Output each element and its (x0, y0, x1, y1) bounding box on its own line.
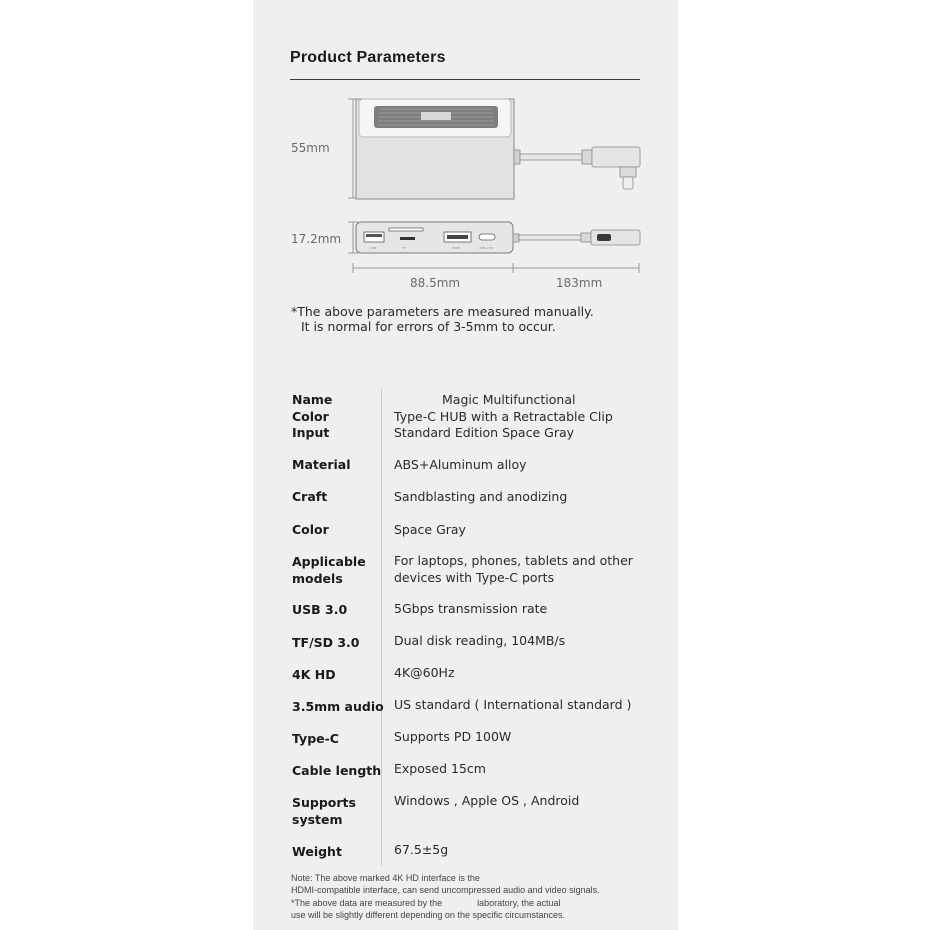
dim-height-front: 55mm (291, 141, 330, 155)
spec-value-typec: Supports PD 100W (394, 729, 512, 744)
spec-label-color: Color (292, 522, 329, 537)
spec-label-tfsd: TF/SD 3.0 (292, 635, 360, 650)
spec-label-4k: 4K HD (292, 667, 336, 682)
spec-label-system: Supports system (292, 795, 356, 827)
spec-label-usb: USB 3.0 (292, 602, 348, 617)
dim-cable-length: 183mm (556, 276, 603, 290)
measure-note-line1: *The above parameters are measured manually. (291, 304, 594, 319)
dim-height-side: 17.2mm (291, 232, 342, 246)
hub-side-view (356, 222, 640, 253)
spec-label-audio: 3.5mm audio (292, 699, 384, 714)
product-parameters-panel (253, 0, 678, 930)
spec-value-system: Windows , Apple OS , Android (394, 793, 580, 808)
spec-label-name: Name Color Input (292, 392, 333, 440)
spec-value-color: Space Gray (394, 522, 466, 537)
hub-front-view (356, 99, 640, 199)
dim-width-body: 88.5mm (410, 276, 461, 290)
svg-text:USB: USB (370, 246, 377, 250)
footnote-line2: HDMI-compatible interface, can send uncompressed audio and video signals. (291, 885, 600, 896)
svg-text:TF: TF (402, 246, 406, 250)
measure-note (291, 304, 594, 334)
spec-value-cable: Exposed 15cm (394, 761, 486, 776)
spec-label-material: Material (292, 457, 351, 472)
spec-label-craft: Craft (292, 489, 328, 504)
spec-value-applicable-models: For laptops, phones, tablets and other devices with Type-C ports (394, 553, 633, 585)
spec-label-applicable-models: Applicable models (292, 554, 366, 586)
dimension-diagram (253, 0, 678, 300)
spec-label-weight: Weight (292, 844, 342, 859)
footnote-line1: Note: The above marked 4K HD interface is the (291, 873, 480, 883)
footnote-line4: use will be slightly different depending on the specific circumstances. (291, 909, 565, 920)
spec-value-usb: 5Gbps transmission rate (394, 601, 548, 616)
spec-value-tfsd: Dual disk reading, 104MB/s (394, 633, 566, 648)
spec-value-material: ABS+Aluminum alloy (394, 457, 527, 472)
spec-value-name: Magic Multifunctional Type-C HUB with a Retractable Clip Standard Edition Space Gray (394, 392, 613, 440)
spec-value-weight: 67.5±5g (394, 842, 449, 857)
spec-divider (381, 388, 382, 866)
svg-text:HDMI: HDMI (452, 246, 461, 250)
spec-value-craft: Sandblasting and anodizing (394, 489, 568, 504)
spec-value-audio: US standard ( International standard ) (394, 697, 632, 712)
spec-label-typec: Type-C (292, 731, 339, 746)
spec-label-cable: Cable length (292, 763, 382, 778)
spec-value-4k: 4K@60Hz (394, 665, 455, 680)
footnote (291, 872, 600, 921)
page-title: Product Parameters (290, 49, 446, 66)
footnote-line3: *The above data are measured by the laboratory, the actual (291, 897, 561, 908)
measure-note-line2: It is normal for errors of 3-5mm to occur. (301, 319, 556, 334)
svg-text:USB-C PD: USB-C PD (479, 246, 494, 250)
